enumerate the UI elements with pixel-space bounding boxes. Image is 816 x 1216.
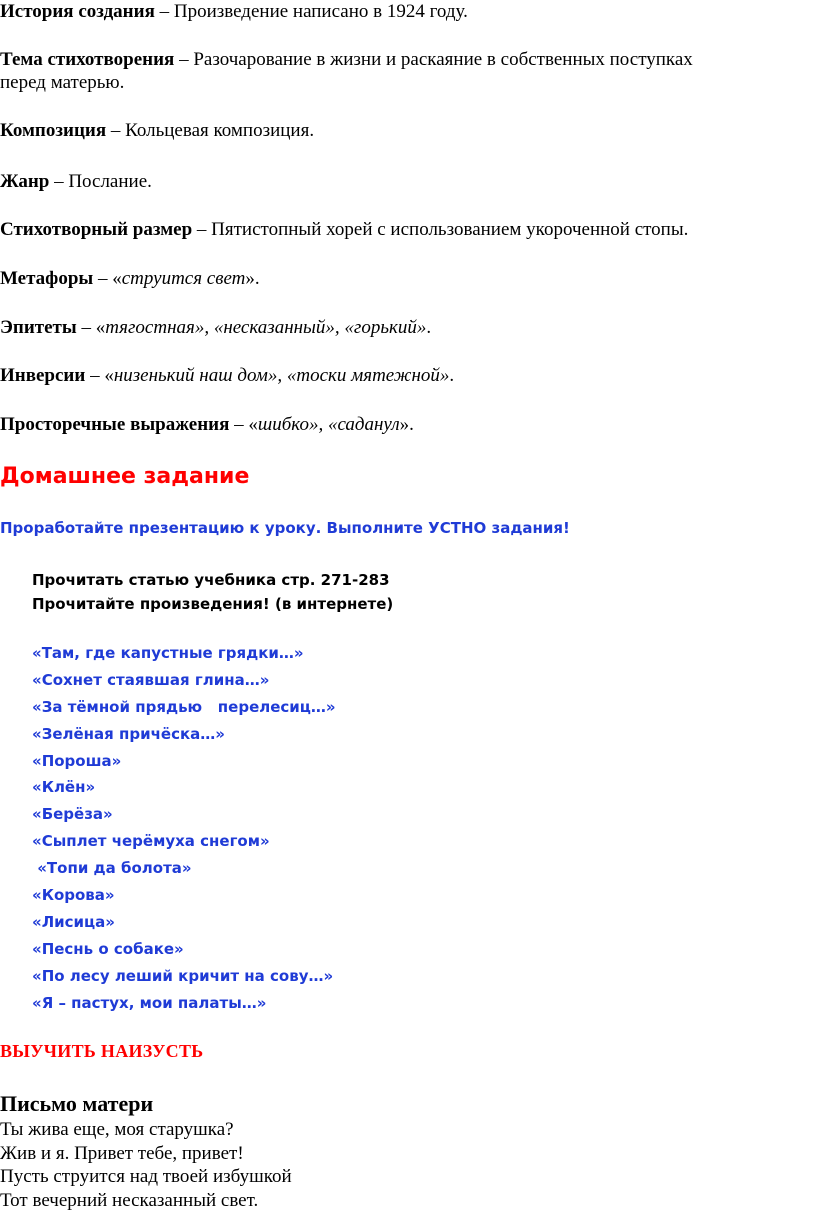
analysis-composition: Композиция – Кольцевая композиция.	[0, 120, 315, 141]
list-item: «Сохнет стаявшая глина…»	[32, 670, 270, 689]
list-item: «Песнь о собаке»	[32, 939, 184, 958]
list-item: «Клён»	[32, 778, 96, 797]
term-label: Композиция	[0, 120, 107, 141]
analysis-theme-continued: перед матерью.	[0, 72, 125, 93]
analysis-theme: Тема стихотворения – Разочарование в жизни и раскаяние в собственных поступках	[0, 49, 693, 70]
term-label: Тема стихотворения	[0, 49, 175, 70]
task-read-works: Прочитайте произведения! (в интернете)	[32, 595, 394, 613]
task-read-article: Прочитать статью учебника стр. 271-283	[32, 571, 390, 589]
learn-by-heart-heading: ВЫУЧИТЬ НАИЗУСТЬ	[0, 1041, 204, 1061]
homework-title: Домашнее задание	[0, 464, 250, 489]
works-list	[32, 640, 336, 1016]
analysis-colloquial: Просторечные выражения – «шибко», «саданул».	[0, 414, 414, 435]
term-label: Метафоры	[0, 268, 94, 289]
term-label: История создания	[0, 1, 155, 22]
list-item: «Лисица»	[32, 912, 115, 931]
analysis-epithets: Эпитеты – «тягостная», «несказанный», «горький».	[0, 317, 432, 338]
poem-title: Письмо матери	[0, 1091, 154, 1116]
poem-line: Пусть струится над твоей избушкой	[0, 1166, 292, 1187]
list-item: «Корова»	[32, 886, 115, 905]
poem-lines	[0, 1118, 292, 1212]
list-item: «Я – пастух, мои палаты…»	[32, 993, 267, 1012]
analysis-inversions: Инверсии – «низенький наш дом», «тоски мятежной».	[0, 365, 455, 386]
list-item: «По лесу леший кричит на сову…»	[32, 966, 334, 985]
list-item: «Берёза»	[32, 805, 113, 824]
analysis-history: История создания – Произведение написано в 1924 году.	[0, 1, 468, 22]
list-item: «За тёмной прядью перелесиц…»	[32, 697, 336, 716]
list-item: «Топи да болота»	[32, 859, 192, 878]
term-label: Жанр	[0, 171, 50, 192]
term-label: Инверсии	[0, 365, 86, 386]
list-item: «Там, где капустные грядки…»	[32, 644, 304, 662]
poem-line: Тот вечерний несказанный свет.	[0, 1189, 259, 1211]
term-label: Эпитеты	[0, 317, 77, 338]
analysis-meter: Стихотворный размер – Пятистопный хорей с использованием укороченной стопы.	[0, 219, 689, 240]
poem-line: Ты жива еще, моя старушка?	[0, 1119, 234, 1140]
list-item: «Зелёная причёска…»	[32, 724, 225, 743]
list-item: «Сыплет черёмуха снегом»	[32, 832, 270, 851]
analysis-genre: Жанр – Послание.	[0, 171, 152, 192]
poem-line: Жив и я. Привет тебе, привет!	[0, 1142, 244, 1164]
homework-subtitle: Проработайте презентацию к уроку. Выполните УСТНО задания!	[0, 519, 570, 537]
term-label: Стихотворный размер	[0, 219, 193, 240]
term-label: Просторечные выражения	[0, 414, 230, 435]
analysis-metaphors: Метафоры – «струится свет».	[0, 268, 260, 289]
list-item: «Пороша»	[32, 751, 122, 770]
